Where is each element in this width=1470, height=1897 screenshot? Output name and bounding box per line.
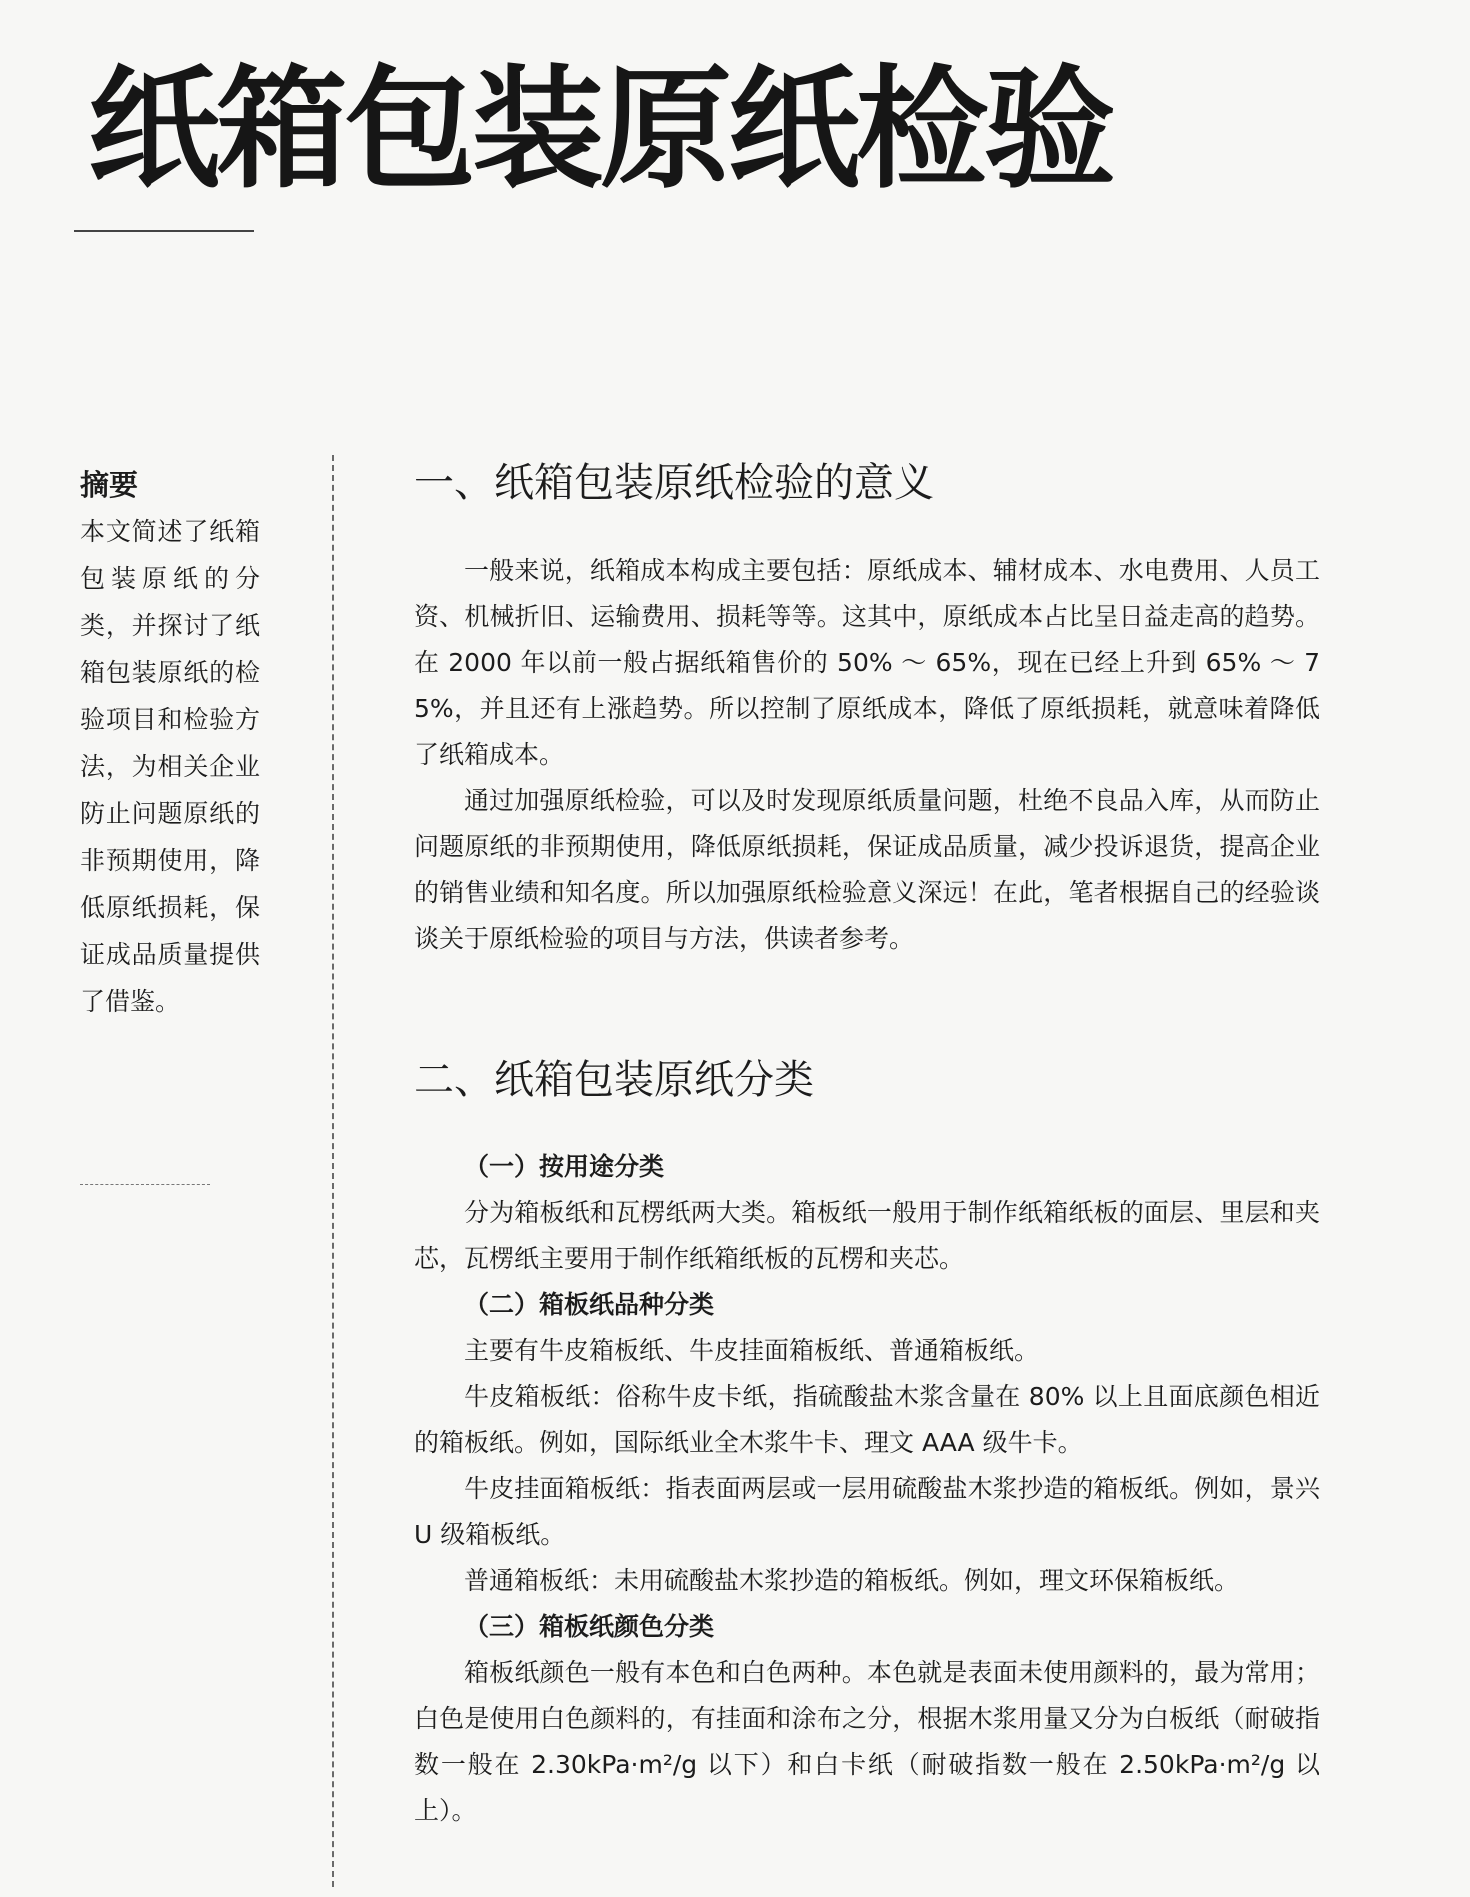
title-rule <box>74 230 254 232</box>
subsection-heading: （二）箱板纸品种分类 <box>464 1290 715 1319</box>
abstract-body: 本文简述了纸箱包装原纸的分类，并探讨了纸箱包装原纸的检验项目和检验方法，为相关企业防止问题原纸的非预期使用，降低原纸损耗，保证成品质量提供了借鉴。 <box>80 517 260 1016</box>
column-divider <box>332 455 334 1887</box>
paragraph: 一般来说，纸箱成本构成主要包括：原纸成本、辅材成本、水电费用、人员工资、机械折旧、运输费用、损耗等等。这其中，原纸成本占比呈日益走高的趋势。在 2000 年以前一般占据纸箱售价的 50% ～ 65%，现在已经上升到 65% ～ 75%，并且还有上涨趋势。所以控制了原纸成本，降低了原纸损耗，就意味着降低了纸箱成本。 <box>414 556 1320 769</box>
paragraph: 牛皮挂面箱板纸：指表面两层或一层用硫酸盐木浆抄造的箱板纸。例如，景兴 U 级箱板纸。 <box>414 1474 1320 1549</box>
paragraph: 通过加强原纸检验，可以及时发现原纸质量问题，杜绝不良品入库，从而防止问题原纸的非预期使用，降低原纸损耗，保证成品质量，减少投诉退货，提高企业的销售业绩和知名度。所以加强原纸检验意义深远！在此，笔者根据自己的经验谈谈关于原纸检验的项目与方法，供读者参考。 <box>414 786 1320 953</box>
abstract-heading: 摘要 <box>80 468 139 502</box>
paragraph: 普通箱板纸：未用硫酸盐木浆抄造的箱板纸。例如，理文环保箱板纸。 <box>464 1566 1240 1595</box>
abstract <box>80 462 260 1025</box>
abstract-rule <box>80 1184 210 1185</box>
paragraph: 主要有牛皮箱板纸、牛皮挂面箱板纸、普通箱板纸。 <box>464 1336 1040 1365</box>
page-title: 纸箱包装原纸检验 <box>88 53 1112 207</box>
paragraph: 分为箱板纸和瓦楞纸两大类。箱板纸一般用于制作纸箱纸板的面层、里层和夹芯，瓦楞纸主要用于制作纸箱纸板的瓦楞和夹芯。 <box>414 1198 1320 1273</box>
section-heading: 二、纸箱包装原纸分类 <box>414 1057 814 1103</box>
paragraph: 牛皮箱板纸：俗称牛皮卡纸，指硫酸盐木浆含量在 80% 以上且面底颜色相近的箱板纸。例如，国际纸业全木浆牛卡、理文 AAA 级牛卡。 <box>414 1382 1320 1457</box>
subsection-heading: （三）箱板纸颜色分类 <box>464 1612 715 1641</box>
paragraph: 箱板纸颜色一般有本色和白色两种。本色就是表面未使用颜料的，最为常用；白色是使用白色颜料的，有挂面和涂布之分，根据木浆用量又分为白板纸（耐破指数一般在 2.30kPa·m²/g 以下）和白卡纸（耐破指数一般在 2.50kPa·m²/g 以上）。 <box>414 1658 1320 1825</box>
main-content <box>414 455 1320 1834</box>
subsection-heading: （一）按用途分类 <box>464 1152 665 1181</box>
section-heading: 一、纸箱包装原纸检验的意义 <box>414 460 934 506</box>
